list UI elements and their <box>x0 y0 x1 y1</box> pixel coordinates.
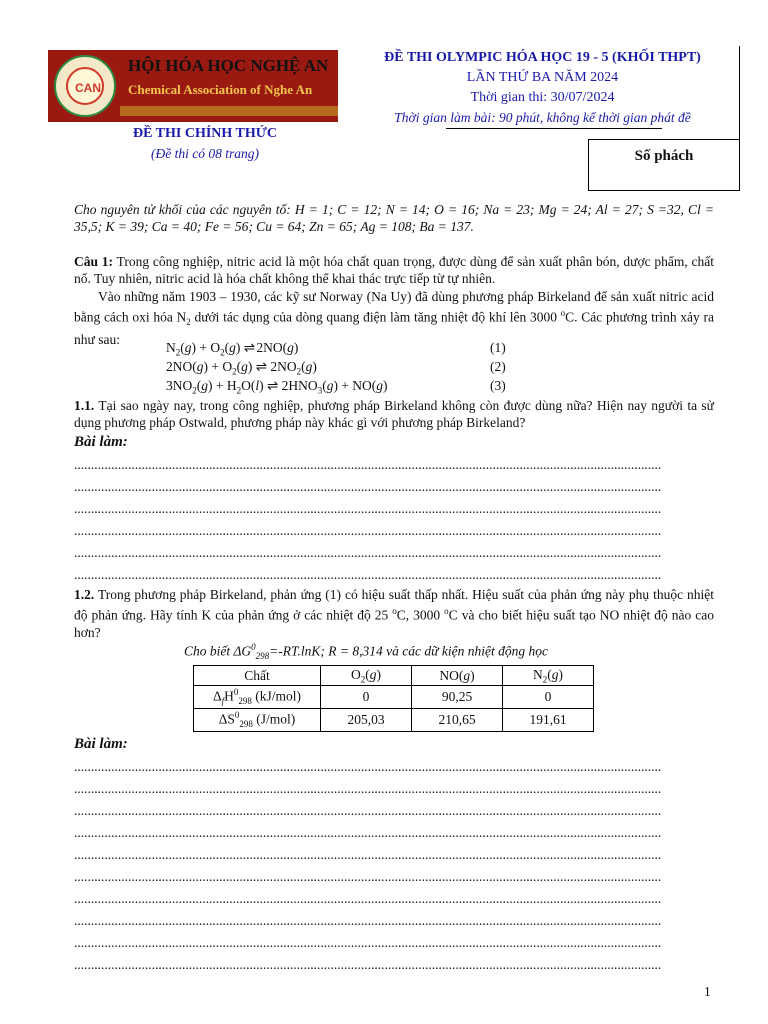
emblem-icon <box>54 55 116 117</box>
logo-strip <box>120 106 338 116</box>
equation-2-number: (2) <box>490 359 506 374</box>
equation-3-number: (3) <box>490 378 506 393</box>
table-cell: 205,03 <box>321 709 412 732</box>
answer-label-2: Bài làm: <box>74 736 128 752</box>
table-header-cell: $O_2(g)$ <box>321 666 412 686</box>
logo-subtitle: Chemical Association of Nghe An <box>128 82 313 97</box>
table-cell: 0 <box>503 686 594 709</box>
equation-1-number: (1) <box>490 340 506 355</box>
answer-line[interactable]: .............................................................................................................................................................................. <box>74 869 662 884</box>
given-prefix: Cho biết ΔG <box>184 643 252 659</box>
table-cell: 90,25 <box>412 686 503 709</box>
answer-line[interactable]: .............................................................................................................................................................................. <box>74 759 662 774</box>
table-cell: 191,61 <box>503 709 594 732</box>
row-1-unit: (kJ/mol) <box>251 688 302 704</box>
question-1-2-label: 1.2. <box>74 587 95 602</box>
question-1-paragraph-2: Vào những năm 1903 – 1930, các kỹ sư Norway (Na Uy) đã dùng phương pháp Birkeland để sản xuất nitric acid bằng cách oxi hóa $N_2$ dưới tác dụng của dòng quang điện làm tăng nhiệt độ khí lên 3000 $^o$C. Các phương trình xảy ra như sau: <box>74 289 714 348</box>
exam-title: ĐỀ THI OLYMPIC HÓA HỌC 19 - 5 (KHỐI THPT) <box>384 50 701 65</box>
question-1-label: Câu 1: <box>74 254 114 269</box>
question-1-2-text-b: C, 3000 <box>396 607 445 623</box>
thermo-table <box>193 665 594 732</box>
atomic-masses: Cho nguyên tử khối của các nguyên tố: H = 1; C = 12; N = 14; O = 16; Na = 23; Mg = 24; Al = 27; S =32, Cl = 35,5; K = 39; Ca = 40; Fe = 56; Cu = 64; Zn = 65; Ag = 108; Ba = 137. <box>74 202 714 234</box>
table-header-cell: $N_2(g)$ <box>503 666 594 686</box>
para2-part-c: C. Các phương trình xảy ra như sau: <box>74 309 714 348</box>
row-2-unit: (J/mol) <box>252 711 296 727</box>
so-phach-box: Số phách <box>588 139 740 191</box>
exam-date: Thời gian thi: 30/07/2024 <box>470 90 615 105</box>
association-logo <box>48 50 338 122</box>
answer-line[interactable]: .............................................................................................................................................................................. <box>74 803 662 818</box>
table-header-cell: Chất <box>194 666 321 686</box>
given-text: =-RT.lnK; R = 8,314 và các dữ kiện nhiệt động học <box>269 643 548 659</box>
page-number: 1 <box>704 984 711 999</box>
answer-line[interactable]: .............................................................................................................................................................................. <box>74 457 662 472</box>
question-1-1-text: Tại sao ngày nay, trong công nghiệp, phương pháp Birkeland không còn được dùng nữa? Hiện nay người ta sử dụng phương pháp Ostwald, phương pháp này khác gì với phương pháp Birkeland? <box>74 398 714 430</box>
answer-line[interactable]: .............................................................................................................................................................................. <box>74 781 662 796</box>
para2-part-b: dưới tác dụng của dòng quang điện làm tăng nhiệt độ khí lên 3000 <box>190 309 561 325</box>
question-1-2: 1.2. Trong phương pháp Birkeland, phản ứng (1) có hiệu suất thấp nhất. Hiệu suất của phản ứng này phụ thuộc nhiệt độ phản ứng. Hãy tính K của phản ứng ở các nhiệt độ 25 $^o$C, 3000 $^o$C và cho biết hiệu suất tạo NO nhiệt độ nào cao hơn? <box>74 587 714 640</box>
table-row <box>194 666 594 686</box>
answer-line[interactable]: .............................................................................................................................................................................. <box>74 545 662 560</box>
table-cell: 210,65 <box>412 709 503 732</box>
answer-line[interactable]: .............................................................................................................................................................................. <box>74 935 662 950</box>
answer-line[interactable]: .............................................................................................................................................................................. <box>74 523 662 538</box>
answer-line[interactable]: .............................................................................................................................................................................. <box>74 501 662 516</box>
logo-title: HỘI HÓA HỌC NGHỆ AN <box>128 56 329 75</box>
row-label-enthalpy: $\Delta_fH^0_{298}$ (kJ/mol) <box>194 686 321 709</box>
equation-1: $N_2(g) + O_2(g)$ ⇌ 2NO(g) <box>166 340 299 358</box>
emblem-text: CAN <box>75 81 101 95</box>
question-1-1-label: 1.1. <box>74 398 95 413</box>
given-data: Cho biết $\Delta G^0_{298}=-RT.\ln K$; R = 8,314 và các dữ kiện nhiệt động học <box>184 642 548 662</box>
answer-line[interactable]: .............................................................................................................................................................................. <box>74 957 662 972</box>
emblem-inner-ring <box>66 67 104 105</box>
exam-edition: LẦN THỨ BA NĂM 2024 <box>466 70 619 85</box>
question-1-text: Trong công nghiệp, nitric acid là một hóa chất quan trọng, được dùng để sản xuất phân bón, dược phẩm, chất nổ. Tuy nhiên, nitric acid là hóa chất không thể khai thác trực tiếp từ tự nhiên. <box>74 254 714 286</box>
answer-line[interactable]: .............................................................................................................................................................................. <box>74 567 662 582</box>
equation-3: $3NO_2(g) + H_2O(l)$ ⇌ $2HNO_3(g) + NO(g)$ <box>166 378 388 396</box>
question-1-2-text-a: Trong phương pháp Birkeland, phản ứng (1) có hiệu suất thấp nhất. Hiệu suất của phản ứng này phụ thuộc nhiệt độ phản ứng. Hãy tính K của phản ứng ở các nhiệt độ 25 <box>74 587 714 623</box>
answer-line[interactable]: .............................................................................................................................................................................. <box>74 891 662 906</box>
table-cell: 0 <box>321 686 412 709</box>
table-header-cell: NO(g) <box>412 666 503 686</box>
exam-header <box>345 48 740 128</box>
equation-2: $2NO(g) + O_2(g)$ ⇌ $2NO_2(g)$ <box>166 359 317 377</box>
question-1-1 <box>74 397 714 431</box>
answer-line[interactable]: .............................................................................................................................................................................. <box>74 913 662 928</box>
answer-line[interactable]: .............................................................................................................................................................................. <box>74 847 662 862</box>
question-1-2-text-c: C và cho biết hiệu suất tạo NO nhiệt độ nào cao hơn? <box>74 607 714 640</box>
answer-line[interactable]: .............................................................................................................................................................................. <box>74 825 662 840</box>
exam-duration: Thời gian làm bài: 90 phút, không kể thời gian phát đề <box>394 110 691 125</box>
page-count-label: (Đề thi có 08 trang) <box>151 146 259 161</box>
duration-underline <box>446 128 662 129</box>
para2-part-a: Vào những năm 1903 – 1930, các kỹ sư Norway (Na Uy) đã dùng phương pháp Birkeland để sản xuất nitric acid bằng cách oxi hóa N <box>74 289 714 325</box>
row-label-entropy: $\Delta S^0_{298}$ (J/mol) <box>194 709 321 732</box>
answer-line[interactable]: .............................................................................................................................................................................. <box>74 479 662 494</box>
answer-label-1: Bài làm: <box>74 434 128 450</box>
official-exam-label: ĐỀ THI CHÍNH THỨC <box>132 126 278 141</box>
question-1-intro <box>74 253 714 287</box>
table-row <box>194 709 594 732</box>
table-row <box>194 686 594 709</box>
